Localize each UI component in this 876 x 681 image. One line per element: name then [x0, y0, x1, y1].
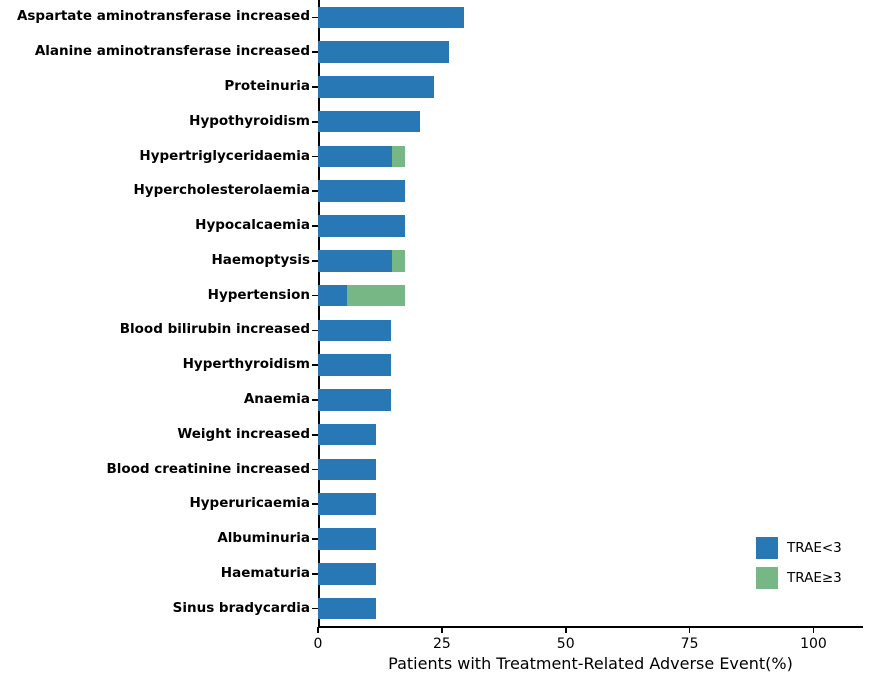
- bar-group: [318, 146, 863, 168]
- y-axis-tick-mark: [312, 538, 318, 540]
- bar-segment: [318, 528, 376, 550]
- bar-segment: [392, 146, 405, 168]
- bar-segment: [318, 111, 420, 133]
- legend-item[interactable]: [756, 563, 866, 593]
- legend-item-label: TRAE<3: [787, 540, 842, 556]
- y-axis-tick-mark: [312, 190, 318, 192]
- bar-group: [318, 7, 863, 29]
- x-axis-tick-label: 50: [556, 636, 575, 652]
- legend-swatch-icon: [756, 567, 778, 589]
- x-axis-tick-mark: [317, 627, 319, 633]
- legend-swatch-icon: [756, 537, 778, 559]
- x-axis-tick-label: 0: [313, 636, 323, 652]
- y-axis-tick-label: Hypertension: [207, 286, 310, 303]
- legend-item[interactable]: [756, 533, 866, 563]
- y-axis-tick-label: Hypertriglyceridaemia: [139, 147, 310, 164]
- y-axis-tick-label: Aspartate aminotransferase increased: [16, 8, 310, 25]
- x-axis-tick-mark: [565, 627, 567, 633]
- bar-segment: [392, 250, 405, 272]
- bar-segment: [318, 285, 347, 307]
- y-axis-tick-mark: [312, 399, 318, 401]
- bar-group: [318, 459, 863, 481]
- y-axis-tick-mark: [312, 156, 318, 158]
- bar-group: [318, 320, 863, 342]
- x-axis-title: Patients with Treatment-Related Adverse Event(%): [388, 654, 793, 673]
- y-axis-tick-label: Blood bilirubin increased: [119, 321, 310, 338]
- y-axis-tick-mark: [312, 573, 318, 575]
- y-axis-tick-mark: [312, 17, 318, 19]
- x-axis-tick-mark: [441, 627, 443, 633]
- bar-segment: [318, 320, 391, 342]
- y-axis-tick-label: Proteinuria: [224, 77, 310, 94]
- y-axis-tick-mark: [312, 51, 318, 53]
- bar-group: [318, 41, 863, 63]
- bar-group: [318, 285, 863, 307]
- x-axis-tick-label: 100: [800, 636, 827, 652]
- y-axis-tick-mark: [312, 364, 318, 366]
- y-axis-tick-mark: [312, 295, 318, 297]
- y-axis-tick-label: Hypercholesterolaemia: [133, 182, 310, 199]
- bar-segment: [318, 180, 405, 202]
- y-axis-tick-label: Hypocalcaemia: [195, 217, 310, 234]
- bar-segment: [318, 389, 391, 411]
- bar-group: [318, 180, 863, 202]
- y-axis-tick-mark: [312, 434, 318, 436]
- bar-segment: [318, 354, 391, 376]
- bar-segment: [318, 424, 376, 446]
- y-axis-tick-mark: [312, 260, 318, 262]
- bar-group: [318, 250, 863, 272]
- y-axis-tick-mark: [312, 225, 318, 227]
- bar-segment: [318, 459, 376, 481]
- bar-group: [318, 424, 863, 446]
- bar-segment: [347, 285, 405, 307]
- x-axis-tick-mark: [813, 627, 815, 633]
- y-axis-tick-label: Hyperuricaemia: [189, 495, 310, 512]
- y-axis-tick-label: Albuminuria: [217, 530, 310, 547]
- bar-group: [318, 76, 863, 98]
- y-axis-tick-mark: [312, 330, 318, 332]
- y-axis-tick-label: Haemoptysis: [211, 251, 310, 268]
- bar-segment: [318, 598, 376, 620]
- bar-group: [318, 354, 863, 376]
- bar-segment: [318, 563, 376, 585]
- bar-segment: [318, 76, 434, 98]
- y-axis-tick-label: Alanine aminotransferase increased: [34, 43, 310, 60]
- bar-group: [318, 389, 863, 411]
- y-axis-tick-mark: [312, 608, 318, 610]
- bar-segment: [318, 493, 376, 515]
- y-axis-tick-mark: [312, 121, 318, 123]
- y-axis-tick-mark: [312, 86, 318, 88]
- x-axis-tick-mark: [689, 627, 691, 633]
- bar-segment: [318, 215, 405, 237]
- bar-group: [318, 215, 863, 237]
- y-axis-tick-label: Sinus bradycardia: [172, 599, 310, 616]
- y-axis-tick-mark: [312, 469, 318, 471]
- legend: [756, 533, 866, 593]
- x-axis-tick-label: 25: [432, 636, 451, 652]
- bar-segment: [318, 146, 392, 168]
- bar-group: [318, 493, 863, 515]
- bar-segment: [318, 41, 449, 63]
- y-axis-tick-label: Hyperthyroidism: [182, 356, 310, 373]
- bar-segment: [318, 7, 464, 29]
- x-axis-tick-label: 75: [680, 636, 699, 652]
- y-axis-tick-label: Haematuria: [220, 564, 310, 581]
- y-axis-tick-label: Hypothyroidism: [189, 112, 310, 129]
- legend-item-label: TRAE≥3: [787, 570, 842, 586]
- bar-group: [318, 598, 863, 620]
- bar-segment: [318, 250, 392, 272]
- x-axis-line: [318, 626, 863, 628]
- bar-group: [318, 111, 863, 133]
- y-axis-tick-label: Blood creatinine increased: [106, 460, 310, 477]
- y-axis-tick-label: Weight increased: [177, 425, 310, 442]
- y-axis-tick-label: Anaemia: [243, 390, 310, 407]
- y-axis-tick-mark: [312, 503, 318, 505]
